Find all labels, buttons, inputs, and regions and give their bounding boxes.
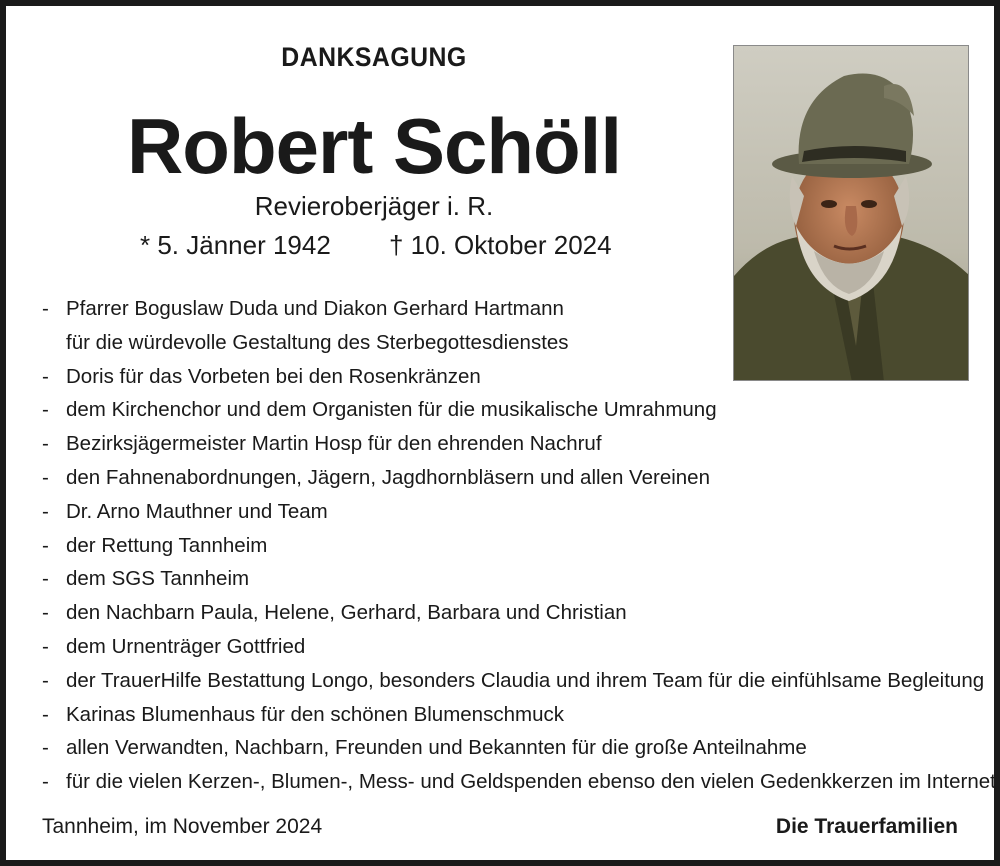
death-date: † 10. Oktober 2024 <box>389 230 612 260</box>
list-item-text: dem SGS Tannheim <box>66 567 250 591</box>
signature: Die Trauerfamilien <box>775 815 958 838</box>
list-item-text: den Fahnenabordnungen, Jägern, Jagdhornbläsern und allen Vereinen <box>66 465 710 489</box>
list-item <box>42 292 982 326</box>
list-dash: - <box>42 465 49 489</box>
list-item <box>42 765 996 799</box>
list-item <box>42 664 985 698</box>
list-item-text: dem Urnenträger Gottfried <box>66 634 306 658</box>
list-item-continuation <box>42 326 982 360</box>
list-item-text: Bezirksjägermeister Martin Hosp für den ehrenden Nachruf <box>66 432 602 456</box>
list-dash: - <box>42 634 49 658</box>
place-and-date: Tannheim, im November 2024 <box>42 815 323 838</box>
list-item <box>42 461 982 495</box>
list-item <box>42 427 982 461</box>
list-dash: - <box>42 398 49 422</box>
list-dash: - <box>42 432 49 456</box>
list-dash: - <box>42 499 49 523</box>
list-item-text: allen Verwandten, Nachbarn, Freunden und Bekannten für die große Anteilnahme <box>66 736 807 760</box>
heading: DANKSAGUNG <box>281 42 467 72</box>
list-item <box>42 562 982 596</box>
deceased-title: Revieroberjäger i. R. <box>254 191 494 221</box>
list-item-text: den Nachbarn Paula, Helene, Gerhard, Barbara und Christian <box>66 601 627 625</box>
list-dash: - <box>42 601 49 625</box>
list-item <box>42 495 982 529</box>
list-item-text: der Rettung Tannheim <box>66 533 268 557</box>
list-item-text: Doris für das Vorbeten bei den Rosenkränzen <box>66 364 481 388</box>
list-item-text: Dr. Arno Mauthner und Team <box>66 499 328 523</box>
list-item-text: dem Kirchenchor und dem Organisten für die musikalische Umrahmung <box>66 398 717 422</box>
list-item <box>42 596 982 630</box>
thanks-list <box>42 292 996 799</box>
list-item <box>42 698 982 732</box>
list-dash: - <box>42 736 49 760</box>
list-item-text: der TrauerHilfe Bestattung Longo, besonders Claudia und ihrem Team für die einfühlsame Begleitung <box>66 668 985 692</box>
list-item-text: für die würdevolle Gestaltung des Sterbegottesdienstes <box>66 330 569 354</box>
list-dash: - <box>42 533 49 557</box>
list-item <box>42 630 982 664</box>
birth-date: * 5. Jänner 1942 <box>140 230 331 260</box>
list-item <box>42 529 982 563</box>
list-item-text: Pfarrer Boguslaw Duda und Diakon Gerhard Hartmann <box>66 297 564 320</box>
list-dash: - <box>42 668 49 692</box>
deceased-name: Robert Schöll <box>126 102 622 190</box>
list-item-text: für die vielen Kerzen-, Blumen-, Mess- und Geldspenden ebenso den vielen Gedenkkerzen im Internet <box>66 770 996 794</box>
list-dash: - <box>42 770 49 794</box>
list-item-text: Karinas Blumenhaus für den schönen Blumenschmuck <box>66 702 564 726</box>
list-dash: - <box>42 702 49 726</box>
list-item <box>42 360 982 394</box>
list-dash: - <box>42 567 49 591</box>
list-item <box>42 731 982 765</box>
list-item <box>42 393 982 427</box>
list-dash: - <box>42 364 49 388</box>
list-dash: - <box>42 297 49 320</box>
